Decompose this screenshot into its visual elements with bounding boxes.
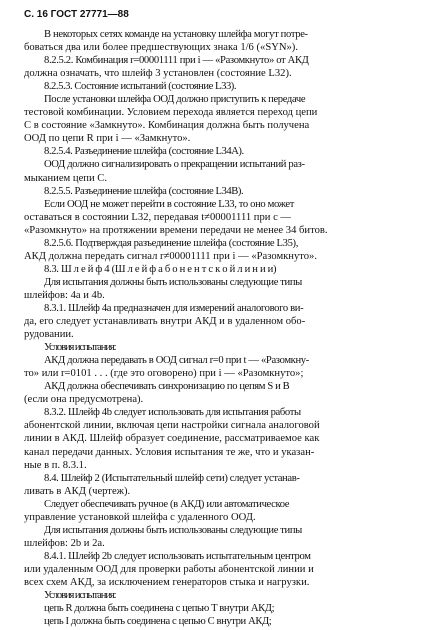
text-line: С в состояние «Замкнуто». Комбинация должна быть получена — [24, 120, 310, 132]
text-line: 8.3.1. Шлейф 4а предназначен для измерений аналогового ви- — [44, 302, 304, 314]
text-line: всех схем АКД, за исключением генераторов стыка и нагрузки. — [24, 576, 310, 588]
text-line: управление установкой шлейфа с удаленного ООД. — [24, 511, 256, 523]
text-line: 8.2.5.2. Комбинация r=00001111 при i — «Разомкнуто» от АКД — [44, 55, 309, 67]
text-line: АКД должна обеспечивать синхронизацию по цепям S и B — [44, 381, 290, 393]
text-line: цепь I должна быть соединена с цепью С внутри АКД; — [44, 616, 272, 628]
text-line: Условия испытания: — [44, 590, 116, 602]
text-line: 8.3.2. Шлейф 4b следует использовать для испытания работы — [44, 407, 301, 419]
text-line: рудовании. — [24, 329, 74, 341]
text-line: ные в п. 8.3.1. — [24, 459, 87, 471]
text-line: Для испытания должны быть использованы следующие типы — [44, 276, 302, 288]
text-line: 8.3. Ш л е й ф 4 (Ш л е й ф а б о н е н т с к о й л и н и и) — [44, 263, 277, 275]
text-line: Условия испытания: — [44, 342, 116, 354]
text-line: 8.2.5.3. Состояние испытаний (состояние L33). — [44, 81, 237, 93]
text-line: боваться два или более предшествующих знака 1/6 («SYN»). — [24, 42, 298, 54]
text-line: оставаться в состоянии L32, передавая t≠00001111 при c — — [24, 211, 292, 223]
text-line: то» или r=0101 . . . (где это оговорено) при i — «Разомкнуто»; — [24, 368, 304, 380]
text-line: 8.2.5.5. Разъединение шлейфа (состояние L34B). — [44, 185, 244, 197]
text-line: В некоторых сетях команде на установку шлейфа могут потре- — [44, 29, 308, 40]
text-line: АКД должна передать сигнал r≠00001111 при i — «Разомкнуто». — [24, 250, 317, 262]
text-line: тестовой комбинации. Условием перехода является переход цепи — [24, 107, 318, 119]
text-line: Для испытания должны быть использованы следующие типы — [44, 524, 302, 536]
text-line: должна означать, что шлейф 3 установлен (состояние L32). — [24, 68, 292, 80]
text-line: абонентской линии, включая цепи настройки сигнала аналоговой — [24, 420, 320, 432]
text-line: АКД должна передавать в ООД сигнал r=0 при t — «Разомкну- — [44, 355, 309, 367]
text-line: ливать в АКД (чертеж). — [24, 485, 131, 497]
text-line: цепь R должна быть соединена с цепью T внутри АКД; — [44, 603, 275, 615]
document-body — [24, 28, 410, 628]
text-line: или удаленным ООД для проверки работы абонентской линии и — [24, 563, 314, 575]
text-line: линии в АКД. Шлейф образует соединение, рассматриваемое как — [24, 433, 320, 445]
text-line: ООД по цепи R при i — «Замкнуто». — [24, 133, 191, 145]
text-line: шлейфов: 4а и 4b. — [24, 289, 105, 301]
text-line: Следует обеспечивать ручное (в АКД) или автоматическое — [44, 498, 290, 510]
text-line: 8.2.5.4. Разъединение шлейфа (состояние L34A). — [44, 146, 244, 158]
text-line: шлейфов: 2b и 2а. — [24, 537, 105, 549]
text-line: «Разомкнуто» на протяжении времени передачи не менее 34 битов. — [24, 224, 328, 236]
text-line: После установки шлейфа ООД должно приступить к передаче — [44, 94, 306, 106]
text-line: (если она предусмотрена). — [24, 394, 144, 406]
text-line: мыканием цепи С. — [24, 172, 107, 184]
text-line: Если ООД не может перейти в состояние L33, то оно может — [44, 198, 295, 210]
text-line: да, его следует устанавливать внутри АКД и в удаленном обо- — [24, 316, 306, 328]
text-line: 8.4. Шлейф 2 (Испытательный шлейф сети) следует устанав- — [44, 472, 300, 484]
text-line: канал передачи данных. Условия испытания те же, что и указан- — [24, 446, 315, 458]
text-line: 8.4.1. Шлейф 2b следует использовать испытательным центром — [44, 550, 311, 562]
text-line: ООД должно сигнализировать о прекращении испытаний раз- — [44, 159, 305, 171]
page-header: С. 16 ГОСТ 27771—88 — [24, 9, 129, 20]
text-line: 8.2.5.6. Подтверждая разъединение шлейфа (состояние L35), — [44, 237, 299, 249]
